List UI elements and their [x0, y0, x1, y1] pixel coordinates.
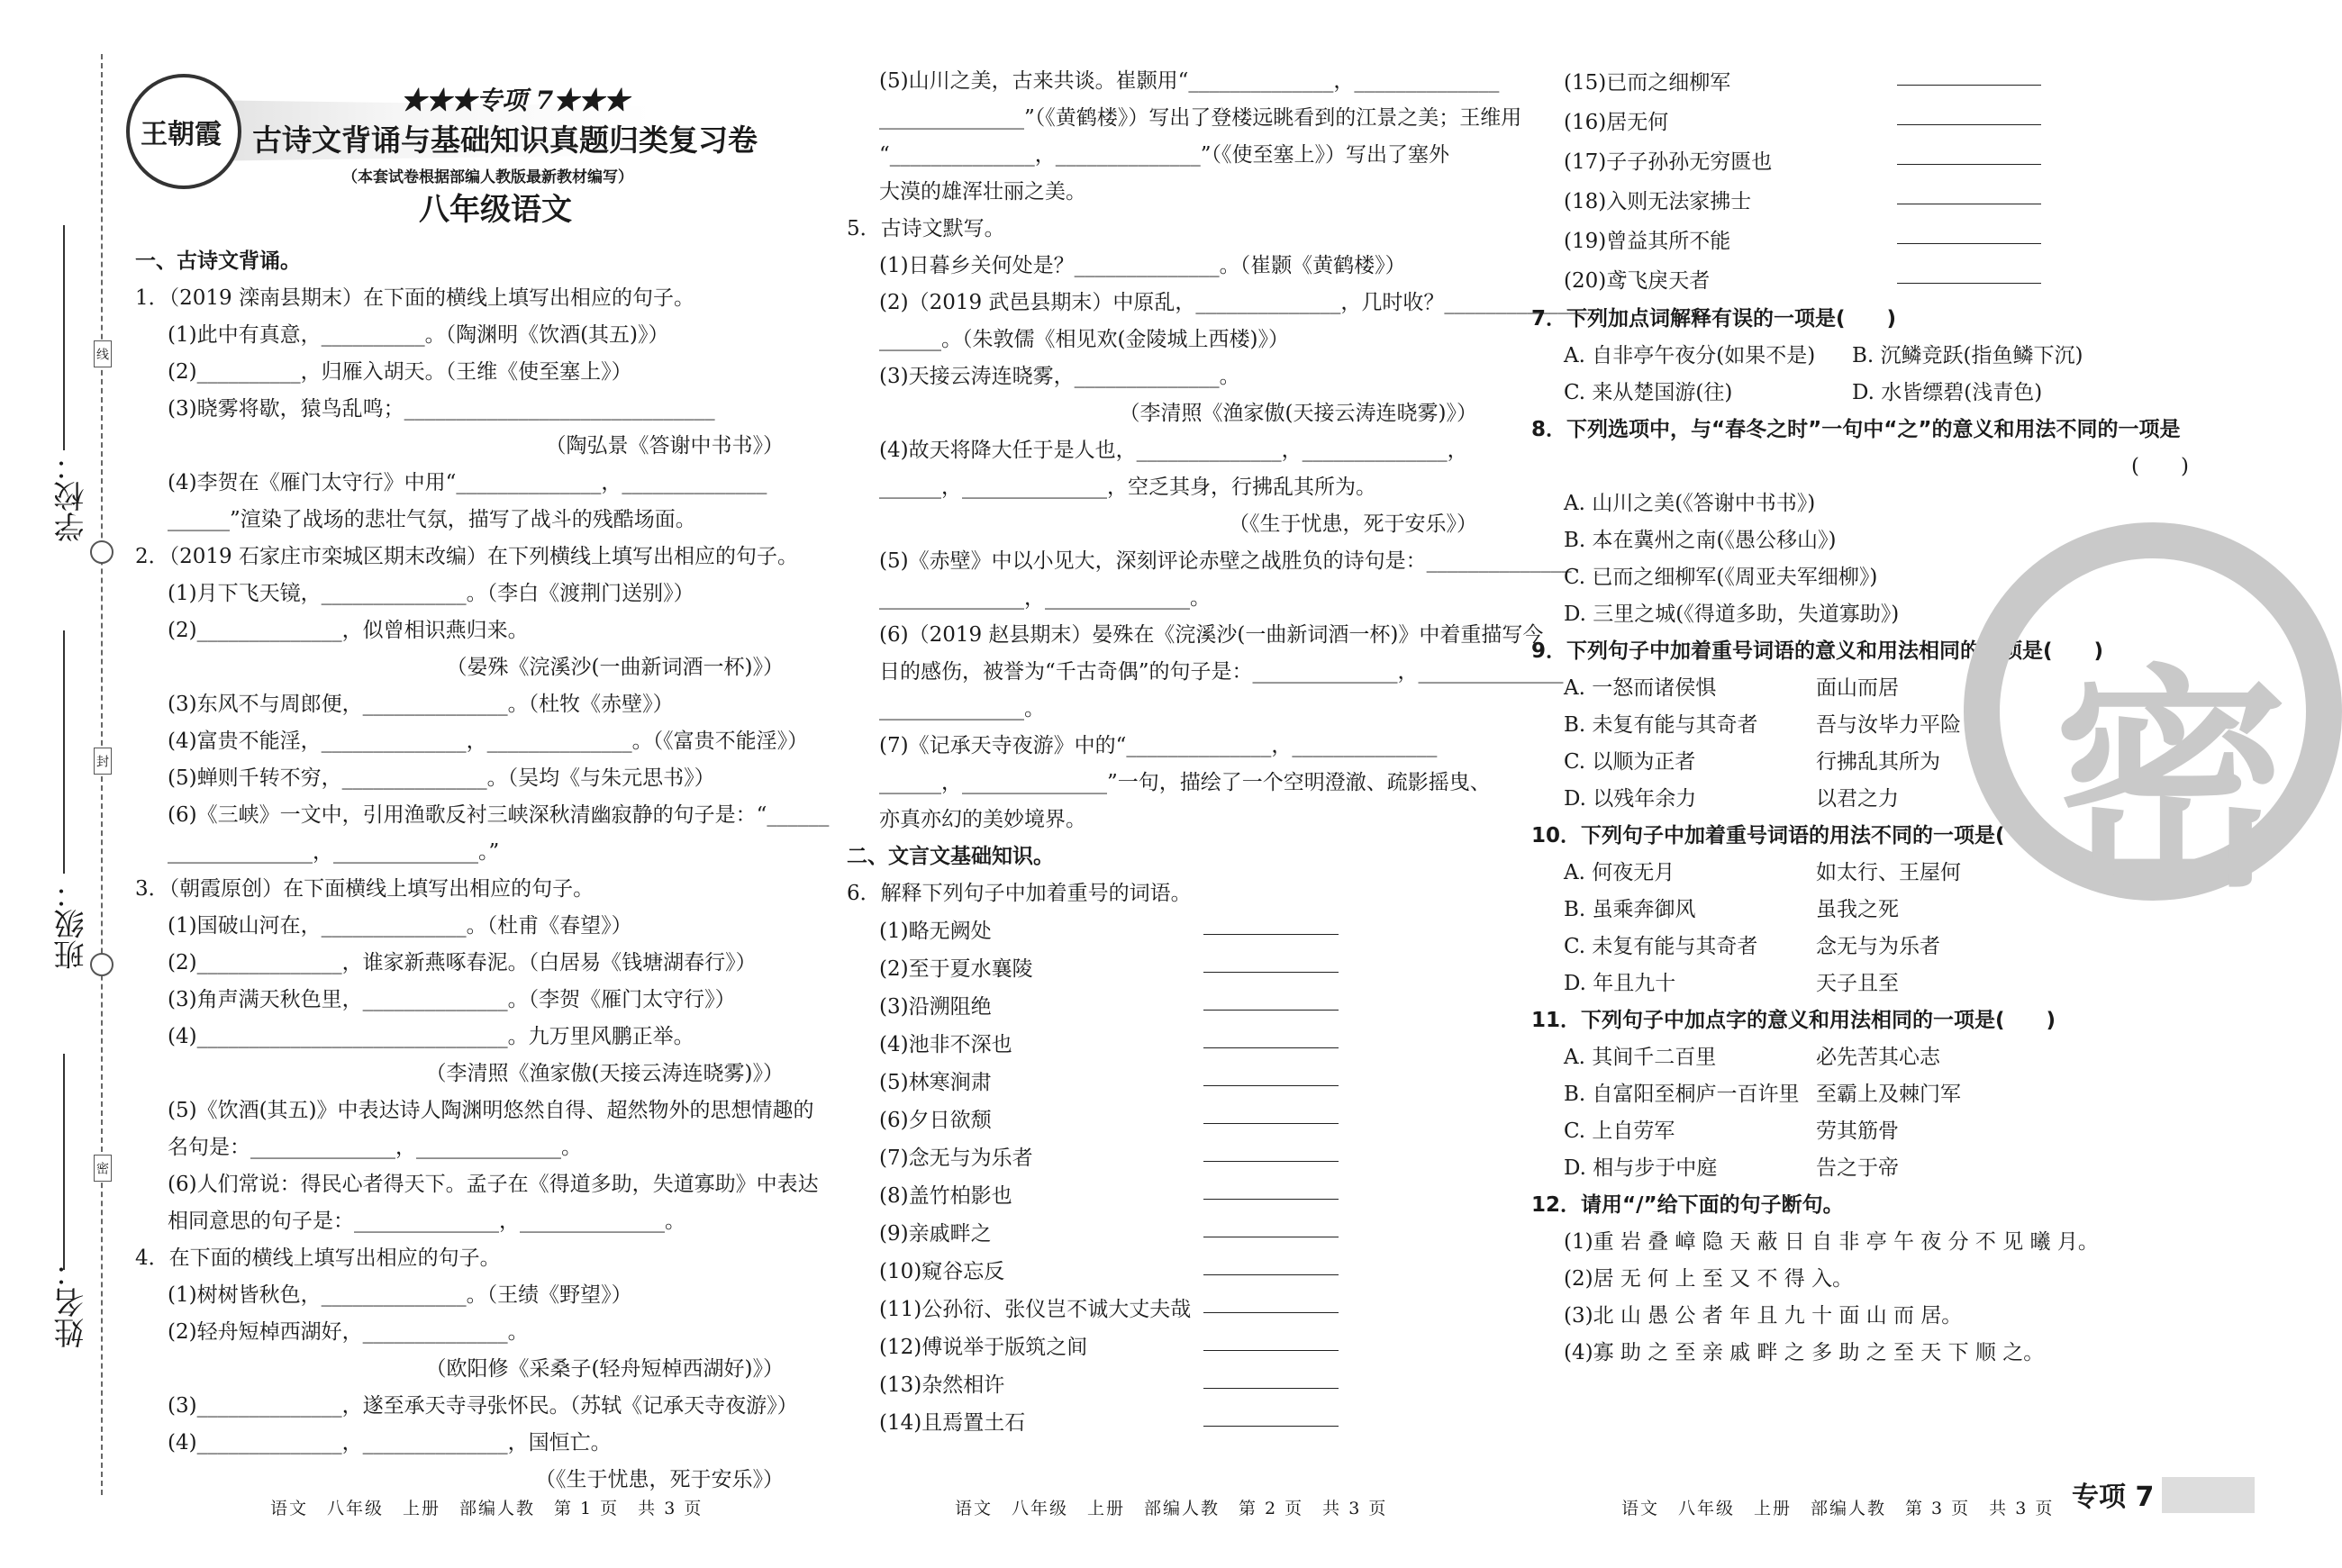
definition-item: [1531, 261, 2189, 301]
option-right: 以君之力: [1816, 787, 1899, 811]
col1-line: （李清照《渔家傲(天接云涛连晓雾)》）: [425, 1062, 784, 1085]
col2-line: ______。（朱敦儒《相见欢(金陵城上西楼)》）: [879, 328, 1289, 351]
answer-blank[interactable]: [1897, 222, 2041, 244]
stamp-text: 密: [2054, 647, 2288, 919]
col2-line: 大漠的雄浑壮丽之美。: [879, 180, 1086, 204]
option-row[interactable]: [1531, 929, 2189, 965]
col1-line: (3)角声满天秋色里，______________。（李贺《雁门太守行》）: [168, 988, 736, 1011]
option-row: [1531, 338, 2189, 375]
definition-word: (3)沿溯阻绝: [879, 995, 992, 1019]
option-row[interactable]: [1531, 1113, 2189, 1150]
option-left: D. 以残年余力: [1564, 787, 1697, 811]
school-label: 学校：: [54, 450, 90, 542]
question-stem: 10．下列句子中加着重号词语的用法不同的一项是( ): [1531, 824, 2056, 847]
answer-blank[interactable]: [1897, 103, 2041, 125]
definition-word: (4)池非不深也: [879, 1033, 1012, 1056]
option-row[interactable]: [1531, 1150, 2189, 1187]
answer-blank[interactable]: [1203, 912, 1339, 935]
option-right: 吾与汝毕力平险: [1816, 713, 1961, 737]
definition-word: (17)子子孙孙无穷匮也: [1564, 150, 1773, 174]
special-bar: [2162, 1477, 2255, 1513]
answer-blank[interactable]: [1897, 261, 2041, 284]
definition-word: (10)窥谷忘反: [879, 1260, 1005, 1283]
col2-line: (5)山川之美，古来共谈。崔颢用“______________，______________: [879, 69, 1500, 93]
option-item: B. 本在冀州之南(《愚公移山》): [1564, 529, 1837, 552]
option-right: 虽我之死: [1816, 898, 1899, 921]
definition-word: (2)至于夏水襄陵: [879, 957, 1033, 981]
col1-line: 3．（朝霞原创）在下面横线上填写出相应的句子。: [135, 877, 595, 901]
col2-line: （《生于忧患，死于安乐》）: [1229, 512, 1477, 536]
answer-blank[interactable]: [1897, 142, 2041, 165]
class-blank: [63, 630, 65, 874]
col2-line: (7)《记承天寺夜游》中的“______________，______________: [879, 734, 1438, 757]
option-left: A. 一怒而诸侯惧: [1564, 676, 1717, 700]
page-subtitle: （本套试卷根据部编人教版最新教材编写）: [342, 168, 633, 186]
definition-item: [1531, 222, 2189, 261]
definition-word: (16)居无何: [1564, 111, 1669, 134]
col1-line: (6)人们常说：得民心者得天下。孟子在《得道多助，失道寡助》中表达: [168, 1173, 819, 1196]
col1-line: (1)国破山河在，______________。（杜甫《春望》）: [168, 914, 632, 938]
option-right: 告之于帝: [1816, 1156, 1899, 1180]
option-right: 劳其筋骨: [1816, 1119, 1899, 1143]
class-label: 班级：: [54, 878, 90, 970]
col1-line: (4)富贵不能淫，______________，______________。（《富贵不能淫》）: [168, 730, 809, 753]
definition-word: (14)且焉置土石: [879, 1411, 1026, 1435]
option-right: 面山而居: [1816, 676, 1899, 700]
option-left: D. 年且九十: [1564, 972, 1676, 995]
column-2: [847, 63, 1590, 1442]
footer-page-1: 语文 八年级 上册 部编人教 第 1 页 共 3 页: [270, 1499, 704, 1518]
col2-line: 亦真亦幻的美妙境界。: [879, 808, 1086, 831]
answer-blank[interactable]: [1203, 1366, 1339, 1389]
answer-blank[interactable]: [1203, 1064, 1339, 1086]
punctuation-item: (3)北 山 愚 公 者 年 且 九 十 面 山 而 居。: [1564, 1304, 1963, 1328]
option-c[interactable]: C. 来从楚国游(往): [1564, 381, 1733, 404]
option-d[interactable]: D. 水皆缥碧(浅青色): [1852, 381, 2043, 404]
seal-tag-secret: 密: [94, 1155, 112, 1182]
name-blank: [63, 1054, 65, 1270]
option-left: C. 以顺为正者: [1564, 750, 1696, 774]
definition-word: (7)念无与为乐者: [879, 1147, 1033, 1170]
punctuation-item: (4)寡 助 之 至 亲 戚 畔 之 多 助 之 至 天 下 顺 之。: [1564, 1341, 2045, 1364]
option-right: 行拂乱其所为: [1816, 750, 1940, 774]
option-left: B. 虽乘奔御风: [1564, 898, 1696, 921]
option-right: 如太行、王屋何: [1816, 861, 1961, 884]
column-1: [135, 243, 830, 1499]
col2-line: 5．古诗文默写。: [847, 217, 1005, 240]
definition-item: [1531, 103, 2189, 142]
question-8-paren: ( ): [2131, 455, 2189, 478]
definition-item: [847, 1139, 1477, 1177]
definition-word: (5)林寒涧肃: [879, 1071, 992, 1094]
answer-blank[interactable]: [1203, 988, 1339, 1011]
option-left: B. 自富阳至桐庐一百许里: [1564, 1083, 1800, 1106]
answer-blank[interactable]: [1203, 1291, 1339, 1313]
question-8-stem: 8．下列选项中，与“春冬之时”一句中“之”的意义和用法不同的一项是: [1531, 418, 2181, 441]
col1-line: ______”渲染了战场的悲壮气氛，描写了战斗的残酷场面。: [168, 508, 696, 531]
col1-line: 1．（2019 滦南县期末）在下面的横线上填写出相应的句子。: [135, 286, 694, 310]
definition-word: (11)公孙衍、张仪岂不诚大丈夫哉: [879, 1298, 1192, 1321]
col1-line: 名句是：______________，______________。: [168, 1136, 582, 1159]
definition-item: [847, 1291, 1477, 1328]
col2-line: (6)（2019 赵县期末）晏殊在《浣溪沙(一曲新词酒一杯)》中着重描写今: [879, 623, 1544, 647]
question-7-stem: 7．下列加点词解释有误的一项是( ): [1531, 307, 1897, 331]
binding-dash-line: [101, 54, 103, 1495]
punctuation-item: (1)重 岩 叠 嶂 隐 天 蔽 日 自 非 亭 午 夜 分 不 见 曦 月。: [1564, 1230, 2099, 1254]
answer-blank[interactable]: [1203, 1253, 1339, 1275]
answer-blank[interactable]: [1203, 1215, 1339, 1237]
binding-hole: [90, 540, 113, 564]
answer-blank[interactable]: [1897, 182, 2041, 204]
answer-blank[interactable]: [1203, 1101, 1339, 1124]
grade-heading: 八年级语文: [419, 192, 572, 228]
col1-line: （陶弘景《答谢中书书》）: [545, 434, 784, 458]
col1-line: (4)______________，______________，国恒亡。: [168, 1431, 612, 1455]
question-stem: 11．下列句子中加点字的意义和用法相同的一项是( ): [1531, 1009, 2056, 1032]
col2-line: “______________，______________”（《使至塞上》）写出了塞外: [879, 143, 1450, 167]
definition-item: [1531, 182, 2189, 222]
col1-line: (1)月下飞天镜，______________。（李白《渡荆门送别》）: [168, 582, 694, 605]
col1-line: (5)蝉则千转不穷，______________。（吴均《与朱元思书》）: [168, 766, 715, 790]
option-left: A. 其间千二百里: [1564, 1046, 1717, 1069]
col1-line: 相同意思的句子是：______________，______________。: [168, 1210, 685, 1233]
col2-line: 6．解释下列句子中加着重号的词语。: [847, 882, 1192, 905]
question-stem: 9．下列句子中加着重号词语的意义和用法相同的一项是( ): [1531, 639, 2104, 663]
col1-line: (6)《三峡》一文中，引用渔歌反衬三峡深秋清幽寂静的句子是：“______: [168, 803, 830, 827]
col1-line: （《生于忧患，死于安乐》）: [535, 1468, 784, 1491]
option-right: 至霸上及棘门军: [1816, 1083, 1961, 1106]
answer-blank[interactable]: [1203, 1404, 1339, 1427]
option-left: C. 上自劳军: [1564, 1119, 1675, 1143]
answer-blank[interactable]: [1897, 63, 2041, 86]
definition-item: [847, 1366, 1477, 1404]
col1-line: ______________，______________。”: [168, 840, 500, 864]
col2-line: ______________”（《黄鹤楼》）写出了登楼远眺看到的江景之美；王维用: [879, 106, 1522, 130]
binding-sidebar: [0, 0, 135, 1568]
option-left: A. 何夜无月: [1564, 861, 1675, 884]
option-item: D. 三里之城(《得道多助，失道寡助》): [1564, 603, 1900, 626]
option-item: A. 山川之美(《答谢中书书》): [1564, 492, 1816, 515]
col2-line: ______，______________”一句，描绘了一个空明澄澈、疏影摇曳、: [879, 771, 1491, 794]
footer-page-3: 语文 八年级 上册 部编人教 第 3 页 共 3 页: [1621, 1499, 2055, 1518]
col1-line: (3)______________，遂至承天寺寻张怀民。（苏轼《记承天寺夜游》）: [168, 1394, 798, 1418]
answer-blank[interactable]: [1203, 1177, 1339, 1200]
col1-line: (2)______________，似曾相识燕归来。: [168, 619, 529, 642]
col1-line: (2)__________，归雁入胡天。（王维《使至塞上》）: [168, 360, 632, 384]
definition-word: (13)杂然相许: [879, 1373, 1005, 1397]
punctuation-item: (2)居 无 何 上 至 又 不 得 入。: [1564, 1267, 1854, 1291]
option-row[interactable]: [1531, 1076, 2189, 1113]
option-row[interactable]: [1531, 965, 2189, 1002]
col2-line: 日的感伤，被誉为“千古奇偶”的句子是：______________，______________: [879, 660, 1564, 684]
col1-line: (1)此中有真意，__________。（陶渊明《饮酒(其五)》）: [168, 323, 669, 347]
definition-word: (8)盖竹柏影也: [879, 1184, 1012, 1208]
col1-line: (4)李贺在《雁门太守行》中用“______________，______________: [168, 471, 767, 494]
definition-item: [1531, 142, 2189, 182]
topic-label: ★★★专项 7★★★: [401, 86, 630, 115]
option-right: 必先苦其心志: [1816, 1046, 1940, 1069]
definition-item: [847, 1177, 1477, 1215]
col2-line: (4)故天将降大任于是人也，______________，______________，: [879, 439, 1468, 462]
definition-item: [847, 988, 1477, 1026]
school-blank: [63, 225, 65, 450]
col1-line: 2．（2019 石家庄市栾城区期末改编）在下列横线上填写出相应的句子。: [135, 545, 798, 568]
col1-line: (3)东风不与周郎便，______________。（杜牧《赤壁》）: [168, 693, 674, 716]
col2-line: (1)日暮乡关何处是？______________。（崔颢《黄鹤楼》）: [879, 254, 1406, 277]
col2-line: ______________，______________。: [879, 586, 1211, 610]
option-left: C. 未复有能与其奇者: [1564, 935, 1758, 958]
definition-word: (12)傅说举于版筑之间: [879, 1336, 1088, 1359]
definition-item: [847, 1215, 1477, 1253]
definition-word: (9)亲戚畔之: [879, 1222, 992, 1246]
definition-word: (15)已而之细柳军: [1564, 71, 1731, 95]
option-a[interactable]: A. 自非亭午夜分(如果不是): [1564, 344, 1816, 367]
definition-word: (18)入则无法家拂士: [1564, 190, 1752, 213]
question-12-stem: 12．请用“/”给下面的句子断句。: [1531, 1193, 1844, 1217]
page-title: 古诗文背诵与基础知识真题归类复习卷: [252, 122, 758, 158]
option-row: [1531, 375, 2189, 412]
publisher-logo: [126, 74, 241, 189]
col2-line: ______，______________，空乏其身，行拂乱其所为。: [879, 476, 1376, 499]
option-left: D. 相与步于中庭: [1564, 1156, 1718, 1180]
definition-word: (1)略无阙处: [879, 920, 992, 943]
footer-page-2: 语文 八年级 上册 部编人教 第 2 页 共 3 页: [955, 1499, 1388, 1518]
definition-word: (19)曾益其所不能: [1564, 230, 1731, 253]
definition-item: [847, 1101, 1477, 1139]
seal-tag-seal: 封: [94, 748, 112, 775]
col1-line: (1)树树皆秋色，______________。（王绩《野望》）: [168, 1283, 632, 1307]
definition-item: [847, 1064, 1477, 1101]
option-b[interactable]: B. 沉鳞竞跃(指鱼鳞下沉): [1852, 344, 2083, 367]
seal-tag-line: 线: [94, 340, 112, 367]
col2-line: (5)《赤壁》中以小见大，深刻评论赤壁之战胜负的诗句是：______________: [879, 549, 1572, 573]
col1-line: (3)晓雾将歇，猿鸟乱鸣；______________________________: [168, 397, 715, 421]
option-item: C. 已而之细柳军(《周亚夫军细柳》): [1564, 566, 1878, 589]
definition-item: [847, 1404, 1477, 1442]
definition-item: [847, 1026, 1477, 1064]
col2-line: (3)天接云涛连晓雾，______________。: [879, 365, 1240, 388]
definition-word: (20)鸢飞戾天者: [1564, 269, 1711, 293]
option-row[interactable]: [1531, 1039, 2189, 1076]
col2-line: 二、文言文基础知识。: [847, 845, 1054, 868]
col2-line: (2)（2019 武邑县期末）中原乱，______________，几时收？______________: [879, 291, 1590, 314]
special-label: 专项 7: [2072, 1482, 2155, 1513]
col1-line: (2)轻舟短棹西湖好，______________。: [168, 1320, 529, 1344]
definition-item: [1531, 63, 2189, 103]
col1-line: （欧阳修《采桑子(轻舟短棹西湖好)》）: [425, 1357, 784, 1381]
col1-line: (4)______________________________。九万里风鹏正举。: [168, 1025, 694, 1048]
binding-hole: [90, 953, 113, 976]
definition-item: [847, 912, 1477, 950]
answer-blank[interactable]: [1203, 1026, 1339, 1048]
answer-blank[interactable]: [1203, 1139, 1339, 1162]
answer-blank[interactable]: [1203, 1328, 1339, 1351]
definition-item: [847, 1253, 1477, 1291]
answer-blank[interactable]: [1203, 950, 1339, 973]
option-right: 念无与为乐者: [1816, 935, 1940, 958]
col1-line: 4．在下面的横线上填写出相应的句子。: [135, 1246, 501, 1270]
col1-line: 一、古诗文背诵。: [135, 249, 301, 273]
col1-line: (2)______________，谁家新燕啄春泥。（白居易《钱塘湖春行》）: [168, 951, 757, 974]
definition-word: (6)夕日欲颓: [879, 1109, 992, 1132]
option-right: 天子且至: [1816, 972, 1899, 995]
confidential-stamp: [1964, 522, 2342, 919]
col1-line: （晏殊《浣溪沙(一曲新词酒一杯)》）: [446, 656, 784, 679]
name-label: 姓名：: [54, 1256, 90, 1348]
definition-item: [847, 1328, 1477, 1366]
definition-item: [847, 950, 1477, 988]
option-left: B. 未复有能与其奇者: [1564, 713, 1758, 737]
col2-line: （李清照《渔家傲(天接云涛连晓雾)》）: [1119, 402, 1477, 425]
col2-line: ______________。: [879, 697, 1045, 721]
logo-text: 王朝霞: [141, 119, 222, 150]
col1-line: (5)《饮酒(其五)》中表达诗人陶渊明悠然自得、超然物外的思想情趣的: [168, 1099, 814, 1122]
